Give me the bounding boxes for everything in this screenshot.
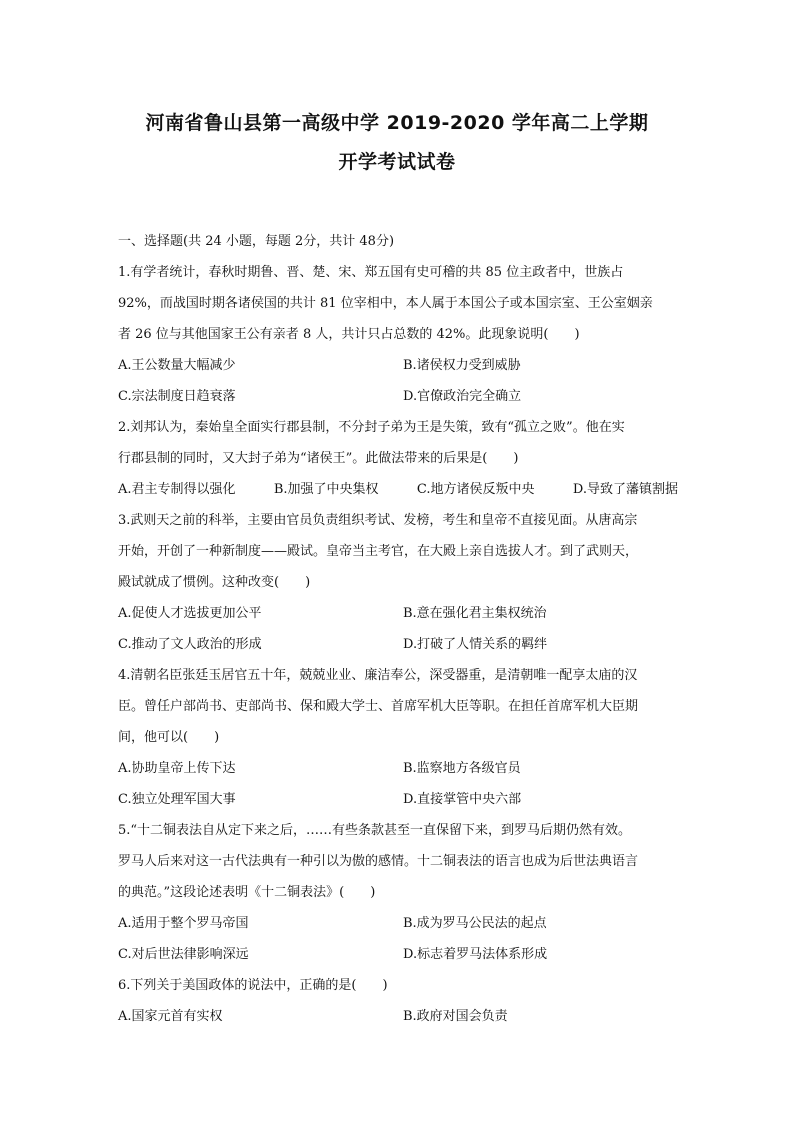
options-row bbox=[118, 350, 678, 381]
question-text-line: 殿试就成了惯例。这种改变( ) bbox=[118, 575, 311, 590]
option-d: D.直接掌管中央六部 bbox=[403, 792, 522, 807]
option-d: D.导致了藩镇割据 bbox=[572, 482, 678, 497]
question-4 bbox=[118, 660, 678, 815]
option-b: B.政府对国会负责 bbox=[403, 1009, 508, 1024]
question-text-line: 3.武则天之前的科举，主要由官员负责组织考试、发榜，考生和皇帝不直接见面。从唐高宗 bbox=[118, 513, 638, 528]
question-text-line: 2.刘邦认为，秦始皇全面实行郡县制，不分封子弟为王是失策，致有“孤立之败”。他在实 bbox=[118, 420, 625, 435]
question-3 bbox=[118, 505, 678, 660]
question-text-line: 92%，而战国时期各诸侯国的共计 81 位宰相中，本人属于本国公子或本国宗室、王公室姻亲 bbox=[118, 296, 653, 311]
exam-title-line-2: 开学考试试卷 bbox=[338, 151, 456, 173]
options-row bbox=[118, 629, 678, 660]
question-5 bbox=[118, 815, 678, 970]
options-row bbox=[118, 908, 678, 939]
options-row bbox=[118, 474, 678, 505]
options-row bbox=[118, 381, 678, 412]
option-c: C.地方诸侯反叛中央 bbox=[416, 482, 535, 497]
option-d: D.标志着罗马法体系形成 bbox=[403, 947, 548, 962]
option-c: C.独立处理军国大事 bbox=[118, 792, 236, 807]
question-text-line: 行郡县制的同时，又大封子弟为“诸侯王”。此做法带来的后果是( ) bbox=[118, 451, 519, 466]
option-c: C.宗法制度日趋衰落 bbox=[118, 389, 236, 404]
option-a: A.国家元首有实权 bbox=[118, 1009, 223, 1024]
options-row bbox=[118, 939, 678, 970]
question-text-line: 臣。曾任户部尚书、吏部尚书、保和殿大学士、首席军机大臣等职。在担任首席军机大臣期 bbox=[118, 699, 639, 714]
option-c: C.推动了文人政治的形成 bbox=[118, 637, 262, 652]
option-b: B.诸侯权力受到威胁 bbox=[403, 358, 521, 373]
question-text-line: 开始，开创了一种新制度——殿试。皇帝当主考官，在大殿上亲自选拔人才。到了武则天， bbox=[118, 544, 639, 559]
options-row bbox=[118, 753, 678, 784]
option-b: B.监察地方各级官员 bbox=[403, 761, 521, 776]
option-a: A.促使人才选拔更加公平 bbox=[118, 606, 262, 621]
option-a: A.王公数量大幅减少 bbox=[118, 358, 236, 373]
option-b: B.加强了中央集权 bbox=[273, 482, 379, 497]
option-a: A.协助皇帝上传下达 bbox=[118, 761, 236, 776]
section-header: 一、选择题(共 24 小题，每题 2分，共计 48分) bbox=[118, 234, 395, 249]
option-b: B.意在强化君主集权统治 bbox=[403, 606, 547, 621]
question-text-line: 5.“十二铜表法自从定下来之后，……有些条款甚至一直保留下来，到罗马后期仍然有效。 bbox=[118, 823, 632, 838]
option-c: C.对后世法律影响深远 bbox=[118, 947, 249, 962]
option-b: B.成为罗马公民法的起点 bbox=[403, 916, 547, 931]
exam-title-line-1: 河南省鲁山县第一高级中学 2019-2020 学年高二上学期 bbox=[145, 112, 649, 134]
question-text-line: 者 26 位与其他国家王公有亲者 8 人，共计只占总数的 42%。此现象说明( ) bbox=[118, 327, 580, 342]
option-d: D.打破了人情关系的羁绊 bbox=[403, 637, 548, 652]
question-text-line: 罗马人后来对这一古代法典有一种引以为傲的感情。十二铜表法的语言也成为后世法典语言 bbox=[118, 854, 639, 869]
question-text-line: 的典范。”这段论述表明《十二铜表法》( ) bbox=[118, 885, 376, 900]
question-text-line: 6.下列关于美国政体的说法中，正确的是( ) bbox=[118, 978, 388, 993]
question-text-line: 间，他可以( ) bbox=[118, 730, 220, 745]
option-d: D.官僚政治完全确立 bbox=[403, 389, 522, 404]
question-text-line: 1.有学者统计，春秋时期鲁、晋、楚、宋、郑五国有史可稽的共 85 位主政者中，世族占 bbox=[118, 265, 624, 280]
options-row bbox=[118, 598, 678, 629]
question-6 bbox=[118, 970, 678, 1032]
options-row bbox=[118, 1001, 678, 1032]
exam-content bbox=[118, 226, 678, 1032]
question-1 bbox=[118, 257, 678, 412]
options-row bbox=[118, 784, 678, 815]
option-a: A.适用于整个罗马帝国 bbox=[118, 916, 249, 931]
option-a: A.君主专制得以强化 bbox=[118, 482, 236, 497]
question-text-line: 4.清朝名臣张廷玉居官五十年，兢兢业业、廉洁奉公，深受器重，是清朝唯一配享太庙的汉 bbox=[118, 668, 638, 683]
question-2 bbox=[118, 412, 678, 505]
